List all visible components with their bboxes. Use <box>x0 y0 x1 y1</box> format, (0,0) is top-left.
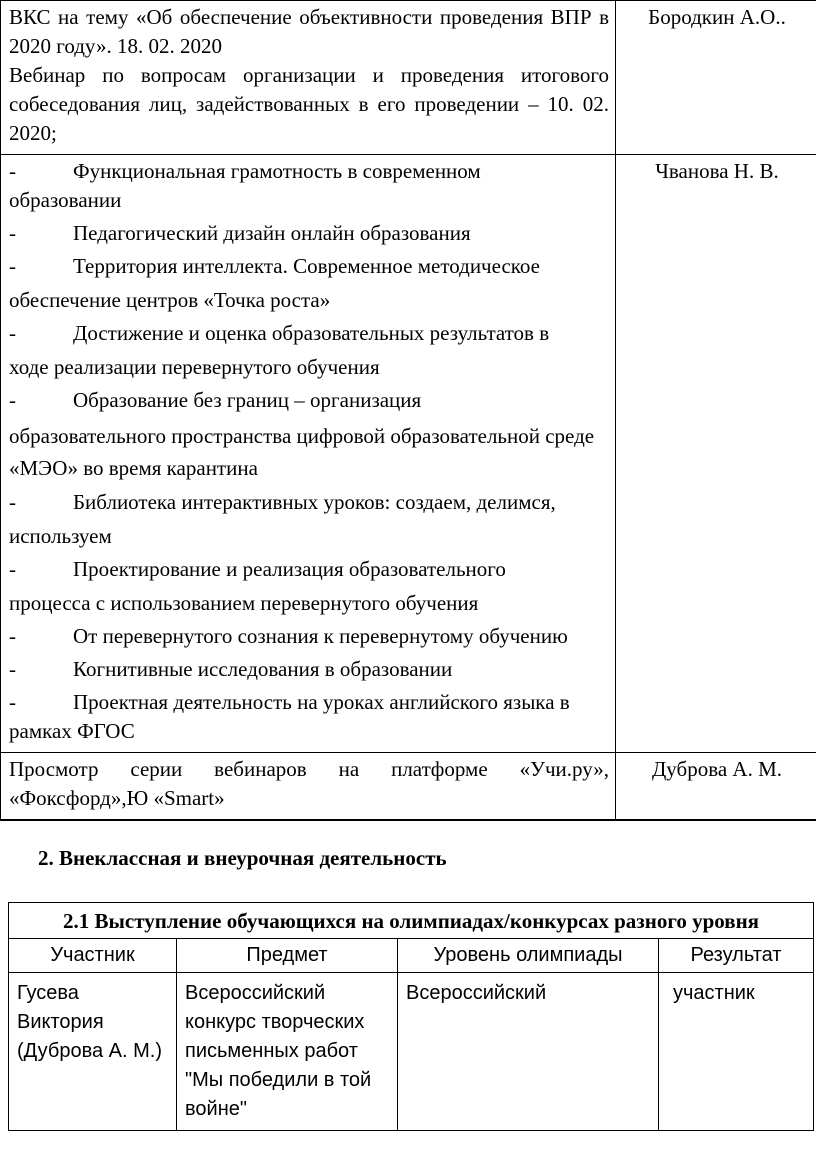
column-header: Участник <box>9 939 177 973</box>
dash: - <box>9 624 16 648</box>
event-text: Вебинар по вопросам организации и проведения итогового собеседования лиц, задействованных в его проведении – 10. 02. 2020; <box>9 63 609 145</box>
table-row <box>1 753 816 821</box>
table-title-row <box>9 903 814 939</box>
list-item-text: Территория интеллекта. Современное методическое <box>73 254 540 278</box>
table-row <box>9 973 814 1131</box>
list-item-text: Когнитивные исследования в образовании <box>73 657 453 681</box>
list-item-cont: образовательного пространства цифровой образовательной среде «МЭО» во время карантина <box>9 424 595 480</box>
list-item-text: Функциональная грамотность в современном <box>73 159 481 183</box>
list-item-cont: рамках ФГОС <box>9 719 135 743</box>
column-header: Предмет <box>177 939 398 973</box>
list-item-cont: используем <box>9 524 112 548</box>
dash: - <box>9 690 16 714</box>
person-cell: Дуброва А. М. <box>616 753 816 821</box>
dash: - <box>9 321 16 345</box>
event-cell <box>1 1 616 155</box>
column-header: Уровень олимпиады <box>398 939 659 973</box>
list-item-text: Педагогический дизайн онлайн образования <box>73 221 471 245</box>
event-cell: Просмотр серии вебинаров на платформе «Учи.ру», «Фоксфорд»,Ю «Smart» <box>1 753 616 821</box>
event-text: ВКС на тему «Об обеспечение объективности проведения ВПР в 2020 году». 18. 02. 2020 <box>9 5 609 58</box>
list-item <box>9 488 609 517</box>
dash: - <box>9 557 16 581</box>
dash: - <box>9 657 16 681</box>
level-cell: Всероссийский <box>398 973 659 1131</box>
dash: - <box>9 159 16 183</box>
dash: - <box>9 490 16 514</box>
list-item-cont: образовании <box>9 188 122 212</box>
list-item-cont: процесса с использованием перевернутого обучения <box>9 591 479 615</box>
list-item-text: Достижение и оценка образовательных результатов в <box>73 321 550 345</box>
section-title: 2. Внеклассная и внеурочная деятельность <box>38 846 447 870</box>
list-item <box>9 622 609 651</box>
list-item-cont: ходе реализации перевернутого обучения <box>9 355 380 379</box>
person-cell: Чванова Н. В. <box>616 155 816 753</box>
list-item <box>9 319 609 348</box>
result-cell: участник <box>659 973 814 1131</box>
person-cell: Бородкин А.О.. <box>616 1 816 155</box>
table-title: 2.1 Выступление обучающихся на олимпиадах/конкурсах разного уровня <box>9 903 814 939</box>
list-item-text: От перевернутого сознания к перевернутому обучению <box>73 624 568 648</box>
list-item-text: Образование без границ – организация <box>73 388 422 412</box>
table-header-row <box>9 939 814 973</box>
list-item-text: Проектирование и реализация образовательного <box>73 557 506 581</box>
subject-cell: Всероссийский конкурс творческих письменных работ "Мы победили в той войне" <box>177 973 398 1131</box>
list-item-text: Проектная деятельность на уроках английского языка в <box>73 690 570 714</box>
list-item <box>9 386 609 415</box>
list-item <box>9 555 609 584</box>
dash: - <box>9 254 16 278</box>
participant-cell: Гусева Виктория (Дуброва А. М.) <box>9 973 177 1131</box>
list-item-cont: обеспечение центров «Точка роста» <box>9 288 331 312</box>
table-row <box>1 1 816 155</box>
list-item <box>9 252 609 281</box>
list-item <box>9 157 609 186</box>
list-item <box>9 655 609 684</box>
olympiad-table <box>8 902 814 1131</box>
table-row <box>1 155 816 753</box>
column-header: Результат <box>659 939 814 973</box>
list-item-text: Библиотека интерактивных уроков: создаем, делимся, <box>73 490 556 514</box>
dash: - <box>9 221 16 245</box>
webinar-list-cell <box>1 155 616 753</box>
list-item <box>9 688 609 717</box>
dash: - <box>9 388 16 412</box>
list-item <box>9 219 609 248</box>
